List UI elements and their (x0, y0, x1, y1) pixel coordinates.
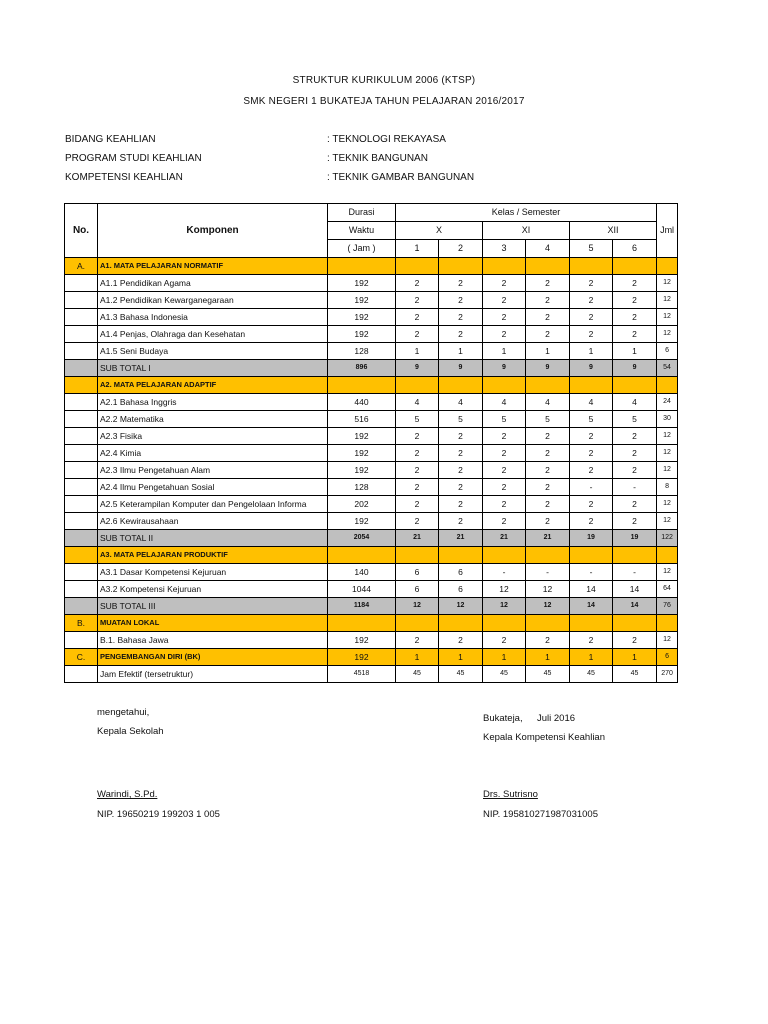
row-no (65, 411, 98, 428)
table-row (65, 445, 678, 462)
row-jml: 64 (657, 581, 678, 598)
row-jml: 12 (657, 513, 678, 530)
row-sem-6: - (613, 479, 657, 496)
row-komponen: A3.1 Dasar Kompetensi Kejuruan (98, 564, 328, 581)
row-komponen: SUB TOTAL I (98, 360, 328, 377)
section-label: MUATAN LOKAL (98, 615, 328, 632)
row-sem-4: 45 (526, 666, 570, 683)
table-row (65, 394, 678, 411)
row-komponen: Jam Efektif (tersetruktur) (98, 666, 328, 683)
row-sem-3: - (483, 564, 526, 581)
row-sem-6: 2 (613, 326, 657, 343)
row-no: C. (65, 649, 98, 666)
row-no (65, 496, 98, 513)
table-row (65, 275, 678, 292)
row-durasi: 192 (328, 275, 396, 292)
row-sem-2: 4 (439, 394, 483, 411)
row-komponen: A1.2 Pendidikan Kewarganegaraan (98, 292, 328, 309)
document-title: STRUKTUR KURIKULUM 2006 (KTSP) (292, 75, 476, 86)
table-row (65, 411, 678, 428)
row-sem-3: 2 (483, 326, 526, 343)
row-durasi: 192 (328, 309, 396, 326)
row-jml: 12 (657, 275, 678, 292)
row-sem-1: 45 (396, 666, 439, 683)
row-no (65, 343, 98, 360)
row-sem-6: 19 (613, 530, 657, 547)
row-sem-6: 2 (613, 496, 657, 513)
row-jml: 12 (657, 309, 678, 326)
row-sem-5: 2 (570, 428, 613, 445)
row-sem-2: 1 (439, 649, 483, 666)
row-jml: 270 (657, 666, 678, 683)
table-row (65, 309, 678, 326)
table-row (65, 428, 678, 445)
row-sem-4: 2 (526, 462, 570, 479)
row-no (65, 275, 98, 292)
row-sem-2: 2 (439, 445, 483, 462)
row-sem-4: 1 (526, 649, 570, 666)
meta-key: BIDANG KEAHLIAN (65, 134, 156, 145)
row-sem-3: 2 (483, 309, 526, 326)
row-sem-1: 2 (396, 275, 439, 292)
table-row (65, 581, 678, 598)
row-durasi: 1184 (328, 598, 396, 615)
row-sem-5: 9 (570, 360, 613, 377)
header-kelas-x: X (396, 222, 483, 240)
row-no (65, 326, 98, 343)
row-sem-2: 45 (439, 666, 483, 683)
row-sem-4: 12 (526, 598, 570, 615)
row-durasi: 192 (328, 632, 396, 649)
row-sem-2: 2 (439, 496, 483, 513)
section-label: A3. MATA PELAJARAN PRODUKTIF (98, 547, 328, 564)
sign-date: Juli 2016 (537, 713, 576, 724)
row-sem-6: - (613, 564, 657, 581)
row-sem-4: 2 (526, 496, 570, 513)
row-sem-5: 19 (570, 530, 613, 547)
row-sem-5: 2 (570, 275, 613, 292)
row-sem-1: 2 (396, 496, 439, 513)
row-sem-4: 2 (526, 326, 570, 343)
section-row-a1 (65, 258, 678, 275)
row-sem-4: 21 (526, 530, 570, 547)
row-komponen: A1.5 Seni Budaya (98, 343, 328, 360)
row-sem-1: 6 (396, 581, 439, 598)
row-sem-6: 2 (613, 292, 657, 309)
table-row (65, 632, 678, 649)
row-komponen: A3.2 Kompetensi Kejuruan (98, 581, 328, 598)
row-komponen: A2.3 Ilmu Pengetahuan Alam (98, 462, 328, 479)
row-sem-1: 2 (396, 309, 439, 326)
row-sem-6: 1 (613, 649, 657, 666)
row-sem-4: 9 (526, 360, 570, 377)
row-no (65, 445, 98, 462)
row-sem-1: 9 (396, 360, 439, 377)
row-komponen: B.1. Bahasa Jawa (98, 632, 328, 649)
row-sem-2: 2 (439, 326, 483, 343)
row-sem-5: 2 (570, 462, 613, 479)
section-row-c (65, 649, 678, 666)
header-sem-5: 5 (570, 240, 613, 258)
row-sem-4: 2 (526, 479, 570, 496)
row-durasi: 2054 (328, 530, 396, 547)
row-sem-3: 2 (483, 496, 526, 513)
row-sem-6: 2 (613, 513, 657, 530)
section-label: A2. MATA PELAJARAN ADAPTIF (98, 377, 328, 394)
row-sem-3: 21 (483, 530, 526, 547)
row-sem-5: 4 (570, 394, 613, 411)
row-no (65, 394, 98, 411)
row-durasi: 192 (328, 513, 396, 530)
subtotal-row (65, 360, 678, 377)
row-sem-1: 2 (396, 479, 439, 496)
sign-mengetahui: mengetahui, (97, 707, 150, 718)
row-sem-5: 1 (570, 343, 613, 360)
header-kelas: Kelas / Semester (396, 204, 657, 222)
meta-value: : TEKNOLOGI REKAYASA (327, 134, 446, 145)
section-no: A. (65, 258, 98, 275)
row-durasi: 192 (328, 445, 396, 462)
row-jml: 54 (657, 360, 678, 377)
section-row-a3 (65, 547, 678, 564)
row-sem-4: - (526, 564, 570, 581)
row-sem-3: 9 (483, 360, 526, 377)
row-sem-2: 9 (439, 360, 483, 377)
row-durasi: 128 (328, 479, 396, 496)
row-sem-3: 2 (483, 275, 526, 292)
row-sem-5: - (570, 564, 613, 581)
header-sem-3: 3 (483, 240, 526, 258)
row-no (65, 360, 98, 377)
row-sem-6: 2 (613, 275, 657, 292)
row-sem-3: 2 (483, 462, 526, 479)
row-sem-2: 21 (439, 530, 483, 547)
subtotal-row (65, 530, 678, 547)
row-komponen: SUB TOTAL III (98, 598, 328, 615)
row-komponen: A2.4 Ilmu Pengetahuan Sosial (98, 479, 328, 496)
sign-right-name: Drs. Sutrisno (483, 789, 538, 800)
row-sem-4: 12 (526, 581, 570, 598)
row-sem-6: 4 (613, 394, 657, 411)
meta-value: : TEKNIK GAMBAR BANGUNAN (327, 172, 475, 183)
row-no (65, 530, 98, 547)
row-jml: 12 (657, 292, 678, 309)
row-sem-4: 2 (526, 428, 570, 445)
row-sem-5: 2 (570, 496, 613, 513)
row-no (65, 598, 98, 615)
row-sem-2: 6 (439, 581, 483, 598)
row-durasi: 202 (328, 496, 396, 513)
row-sem-6: 45 (613, 666, 657, 683)
row-sem-1: 2 (396, 326, 439, 343)
row-sem-3: 2 (483, 445, 526, 462)
row-no (65, 462, 98, 479)
row-durasi: 440 (328, 394, 396, 411)
row-sem-3: 2 (483, 632, 526, 649)
row-sem-6: 2 (613, 462, 657, 479)
header-waktu: Waktu (328, 222, 396, 240)
row-jml: 30 (657, 411, 678, 428)
row-sem-1: 21 (396, 530, 439, 547)
row-jml: 12 (657, 326, 678, 343)
row-sem-3: 2 (483, 479, 526, 496)
row-komponen: A2.5 Keterampilan Komputer dan Pengelolaan Informa (98, 496, 328, 513)
header-kelas-xi: XI (483, 222, 570, 240)
row-sem-1: 12 (396, 598, 439, 615)
row-sem-1: 2 (396, 462, 439, 479)
row-sem-6: 5 (613, 411, 657, 428)
row-sem-3: 45 (483, 666, 526, 683)
row-durasi: 1044 (328, 581, 396, 598)
row-sem-1: 2 (396, 513, 439, 530)
row-sem-3: 2 (483, 513, 526, 530)
row-sem-4: 2 (526, 445, 570, 462)
row-sem-1: 6 (396, 564, 439, 581)
subtotal-row (65, 598, 678, 615)
section-row-b (65, 615, 678, 632)
row-sem-3: 5 (483, 411, 526, 428)
header-durasi: Durasi (328, 204, 396, 222)
row-no (65, 428, 98, 445)
row-sem-2: 1 (439, 343, 483, 360)
meta-key: PROGRAM STUDI KEAHLIAN (65, 153, 202, 164)
row-sem-4: 1 (526, 343, 570, 360)
curriculum-table (64, 203, 678, 683)
row-sem-2: 2 (439, 462, 483, 479)
row-no (65, 581, 98, 598)
row-no (65, 292, 98, 309)
row-komponen: A2.3 Fisika (98, 428, 328, 445)
row-sem-4: 2 (526, 632, 570, 649)
header-no: No. (65, 204, 98, 258)
row-jml: 12 (657, 632, 678, 649)
row-jml: 12 (657, 496, 678, 513)
sign-kepala-sekolah: Kepala Sekolah (97, 726, 164, 737)
row-no (65, 309, 98, 326)
row-sem-2: 2 (439, 479, 483, 496)
sign-kepala-kompetensi: Kepala Kompetensi Keahlian (483, 732, 606, 743)
row-no (65, 666, 98, 683)
row-sem-1: 1 (396, 343, 439, 360)
row-jml: 8 (657, 479, 678, 496)
section-row-a2 (65, 377, 678, 394)
row-jml: 6 (657, 649, 678, 666)
row-komponen: A2.4 Kimia (98, 445, 328, 462)
row-komponen: A2.2 Matematika (98, 411, 328, 428)
row-sem-2: 2 (439, 513, 483, 530)
row-sem-3: 12 (483, 598, 526, 615)
row-durasi: 192 (328, 428, 396, 445)
table-row (65, 479, 678, 496)
row-sem-5: 2 (570, 292, 613, 309)
row-jml: 76 (657, 598, 678, 615)
header-sem-2: 2 (439, 240, 483, 258)
row-sem-6: 9 (613, 360, 657, 377)
section-no: B. (65, 615, 98, 632)
row-jml: 12 (657, 445, 678, 462)
row-sem-4: 2 (526, 513, 570, 530)
table-row (65, 343, 678, 360)
header-sem-6: 6 (613, 240, 657, 258)
row-sem-5: 45 (570, 666, 613, 683)
row-sem-1: 2 (396, 632, 439, 649)
row-sem-2: 2 (439, 428, 483, 445)
row-sem-4: 2 (526, 309, 570, 326)
row-sem-6: 2 (613, 445, 657, 462)
row-jml: 12 (657, 564, 678, 581)
table-row (65, 292, 678, 309)
header-jam: ( Jam ) (328, 240, 396, 258)
sign-place: Bukateja, (483, 713, 523, 724)
row-sem-5: 2 (570, 309, 613, 326)
header-sem-1: 1 (396, 240, 439, 258)
row-sem-1: 2 (396, 292, 439, 309)
row-sem-3: 1 (483, 343, 526, 360)
row-sem-2: 2 (439, 632, 483, 649)
row-sem-3: 2 (483, 292, 526, 309)
row-komponen: A2.6 Kewirausahaan (98, 513, 328, 530)
row-sem-2: 12 (439, 598, 483, 615)
row-jml: 12 (657, 428, 678, 445)
total-row (65, 666, 678, 683)
row-jml: 24 (657, 394, 678, 411)
row-komponen: A1.4 Penjas, Olahraga dan Kesehatan (98, 326, 328, 343)
row-sem-5: 14 (570, 598, 613, 615)
row-sem-1: 2 (396, 428, 439, 445)
row-durasi: 192 (328, 649, 396, 666)
row-sem-4: 2 (526, 275, 570, 292)
table-row (65, 462, 678, 479)
table-row (65, 513, 678, 530)
row-sem-4: 2 (526, 292, 570, 309)
row-sem-4: 4 (526, 394, 570, 411)
sign-left-nip: NIP. 19650219 199203 1 005 (97, 809, 220, 820)
row-durasi: 4518 (328, 666, 396, 683)
sign-left-name: Warindi, S.Pd. (97, 789, 158, 800)
row-no (65, 479, 98, 496)
row-sem-6: 14 (613, 581, 657, 598)
row-sem-5: 5 (570, 411, 613, 428)
header-sem-4: 4 (526, 240, 570, 258)
row-sem-5: 2 (570, 326, 613, 343)
header-jml: Jml (657, 204, 678, 258)
row-sem-4: 5 (526, 411, 570, 428)
row-sem-5: 2 (570, 632, 613, 649)
document-subtitle: SMK NEGERI 1 BUKATEJA TAHUN PELAJARAN 2016/2017 (243, 96, 525, 107)
row-komponen: A1.1 Pendidikan Agama (98, 275, 328, 292)
row-durasi: 140 (328, 564, 396, 581)
row-sem-3: 4 (483, 394, 526, 411)
row-sem-6: 14 (613, 598, 657, 615)
row-sem-5: 1 (570, 649, 613, 666)
row-sem-5: 2 (570, 513, 613, 530)
row-komponen: A2.1 Bahasa Inggris (98, 394, 328, 411)
header-kelas-xii: XII (570, 222, 657, 240)
row-no (65, 513, 98, 530)
table-row (65, 326, 678, 343)
row-sem-2: 6 (439, 564, 483, 581)
row-sem-6: 2 (613, 632, 657, 649)
row-no (65, 564, 98, 581)
row-sem-2: 2 (439, 309, 483, 326)
row-durasi: 192 (328, 326, 396, 343)
row-sem-1: 2 (396, 445, 439, 462)
row-sem-3: 1 (483, 649, 526, 666)
row-jml: 122 (657, 530, 678, 547)
row-no (65, 632, 98, 649)
table-row (65, 564, 678, 581)
meta-key: KOMPETENSI KEAHLIAN (65, 172, 183, 183)
row-sem-3: 12 (483, 581, 526, 598)
row-sem-5: 2 (570, 445, 613, 462)
row-jml: 12 (657, 462, 678, 479)
row-durasi: 516 (328, 411, 396, 428)
row-komponen: PENGEMBANGAN DIRI (BK) (98, 649, 328, 666)
row-sem-2: 5 (439, 411, 483, 428)
row-durasi: 896 (328, 360, 396, 377)
row-jml: 6 (657, 343, 678, 360)
row-durasi: 192 (328, 462, 396, 479)
row-sem-5: 14 (570, 581, 613, 598)
table-row (65, 496, 678, 513)
row-durasi: 128 (328, 343, 396, 360)
table-body (65, 258, 678, 683)
row-komponen: A1.3 Bahasa Indonesia (98, 309, 328, 326)
row-durasi: 192 (328, 292, 396, 309)
section-label: A1. MATA PELAJARAN NORMATIF (98, 258, 328, 275)
row-sem-5: - (570, 479, 613, 496)
row-komponen: SUB TOTAL II (98, 530, 328, 547)
row-sem-3: 2 (483, 428, 526, 445)
row-sem-6: 2 (613, 309, 657, 326)
meta-value: : TEKNIK BANGUNAN (327, 153, 428, 164)
row-sem-1: 5 (396, 411, 439, 428)
row-sem-2: 2 (439, 275, 483, 292)
row-sem-6: 2 (613, 428, 657, 445)
header-komponen: Komponen (98, 204, 328, 258)
sign-right-nip: NIP. 195810271987031005 (483, 809, 598, 820)
row-sem-1: 4 (396, 394, 439, 411)
row-sem-6: 1 (613, 343, 657, 360)
row-sem-1: 1 (396, 649, 439, 666)
row-sem-2: 2 (439, 292, 483, 309)
